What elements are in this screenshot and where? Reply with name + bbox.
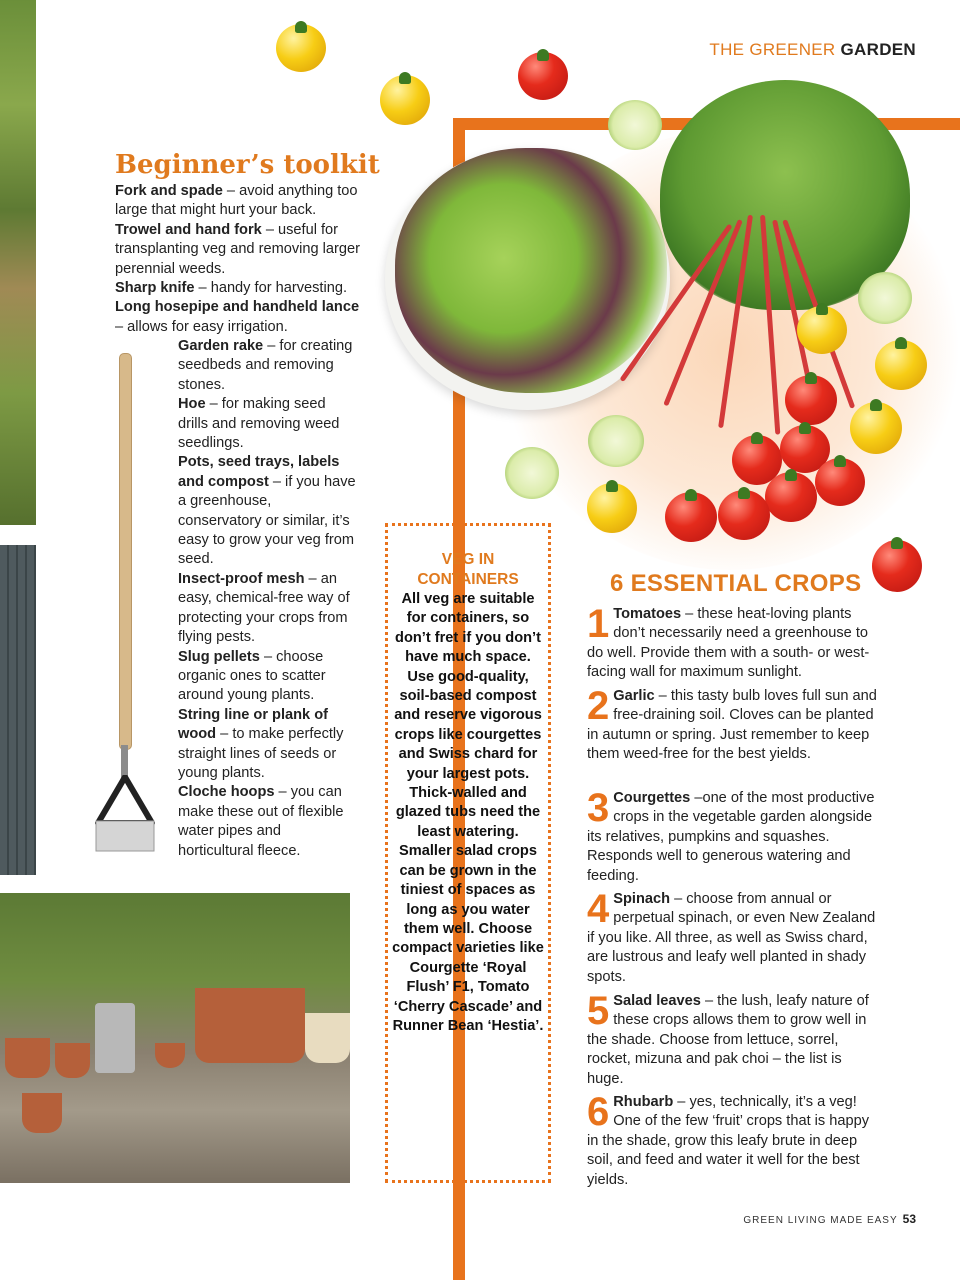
page-number: 53 <box>902 1212 916 1226</box>
red-tomato-image <box>872 540 922 592</box>
crop-item <box>587 1090 877 1190</box>
crop-desc: – these heat-loving plants don’t necessarily need a greenhouse to do well. Provide them with a south- or west-facing wall for maximum sunlight. <box>587 606 870 681</box>
crop-desc: – this tasty bulb loves full sun and free-draining soil. Cloves can be planted in autumn or spring. Just remember to keep them weed-free for the best yields. <box>587 688 877 763</box>
toolkit-item-desc: – for making seed drills and removing weed seedlings. <box>178 396 340 452</box>
crop-number: 2 <box>587 684 610 728</box>
crop-desc: – yes, technically, it’s a veg! One of the few ‘fruit’ crops that is happy in the shade, grow this leafy brute in deep soil, and feed and water it well for the best yields. <box>587 1094 870 1188</box>
crops-heading: 6 ESSENTIAL CROPS <box>610 570 862 597</box>
toolkit-list-narrow <box>178 337 356 861</box>
crop-name: Garlic <box>613 688 655 704</box>
toolkit-item-name: Fork and spade <box>115 183 223 199</box>
toolkit-item-name: Garden rake <box>178 338 264 354</box>
toolkit-item-name: Pots, seed trays, labels and compost <box>178 454 340 490</box>
crop-name: Spinach <box>613 891 671 907</box>
courgette-slice-image <box>858 272 912 324</box>
toolkit-heading: Beginner’s toolkit <box>115 150 380 180</box>
yellow-tomato-image <box>587 483 637 533</box>
crop-item <box>587 786 877 886</box>
crop-name: Salad leaves <box>613 993 701 1009</box>
crop-item <box>587 602 877 683</box>
crop-item <box>587 989 877 1089</box>
crop-number: 5 <box>587 989 610 1033</box>
page-footer <box>743 1212 916 1226</box>
red-tomato-image <box>815 458 865 506</box>
toolkit-list-wide <box>115 182 360 337</box>
yellow-tomato-image <box>380 75 430 125</box>
patio-pots-photo <box>0 893 350 1183</box>
toolkit-item-name: Long hosepipe and handheld lance <box>115 299 360 316</box>
toolkit-item-name: Slug pellets <box>178 648 260 665</box>
toolkit-item-name: Hoe <box>178 396 206 413</box>
crop-desc: – choose from annual or perpetual spinach, or even New Zealand if you like. All three, as well as Swiss chard, are lustrous and leafy well planted in shady spots. <box>587 891 876 985</box>
red-tomato-image <box>765 472 817 522</box>
red-tomato-image <box>718 490 770 540</box>
toolkit-item-name: Trowel and hand fork <box>115 221 262 238</box>
courgette-slice-image <box>588 415 644 467</box>
yellow-tomato-image <box>797 306 847 354</box>
yellow-tomato-image <box>276 24 326 72</box>
crop-number: 3 <box>587 786 610 830</box>
red-tomato-image <box>785 375 837 425</box>
crop-number: 1 <box>587 602 610 646</box>
crop-desc: –one of the most productive crops in the vegetable garden alongside its relatives, pumpkins and squashes. Responds well to generous watering and feeding. <box>587 790 875 884</box>
toolkit-item-name: Insect-proof mesh <box>178 570 305 587</box>
toolkit-item-desc: – handy for harvesting. <box>194 280 347 297</box>
toolkit-item-name: String line or plank of wood <box>178 706 328 743</box>
veg-containers-body: All veg are suitable for containers, so don’t fret if you don’t have much space. Use good-quality, soil-based compost and reserve vigorous crops like courgettes and Swiss chard for your largest pots. Thick-walled and glazed tubs need the least watering. Smaller salad crops can be grown in the tiniest of spaces as long as you water them well. Choose compact varieties like Courgette ‘Royal Flush’ F1, Tomato ‘Cherry Cascade’ and Runner Bean ‘Hestia’. <box>392 591 544 1034</box>
toolkit-item-desc: – for creating seedbeds and removing stones. <box>178 338 353 393</box>
yellow-tomato-image <box>875 340 927 390</box>
garden-photo-strip <box>0 0 36 525</box>
crop-name: Rhubarb <box>613 1094 674 1110</box>
fence-photo-strip <box>0 545 36 875</box>
running-head-title: GARDEN <box>840 40 916 59</box>
courgette-slice-image <box>608 100 662 150</box>
crop-name: Tomatoes <box>613 606 682 622</box>
red-tomato-image <box>518 52 568 100</box>
veg-containers-heading-line1: VEG IN <box>441 551 495 568</box>
running-head <box>709 40 916 60</box>
toolkit-item-desc: – to make perfectly straight lines of seeds or young plants. <box>178 726 344 781</box>
crop-name: Courgettes <box>613 790 691 806</box>
toolkit-item-desc: – choose organic ones to scatter around young plants. <box>178 648 326 704</box>
toolkit-item-name: Cloche hoops <box>178 784 275 801</box>
salad-leaves-image <box>395 148 667 393</box>
running-head-section: THE GREENER <box>709 40 836 59</box>
toolkit-item-desc: – you can make these out of flexible water pipes and horticultural fleece. <box>178 784 344 859</box>
crop-number: 6 <box>587 1090 610 1134</box>
toolkit-item-desc: – allows for easy irrigation. <box>115 318 288 335</box>
crop-item <box>587 887 877 987</box>
veg-containers-heading <box>388 550 548 589</box>
toolkit-item-desc: – an easy, chemical-free way of protecting your crops from flying pests. <box>178 570 350 646</box>
red-tomato-image <box>665 492 717 542</box>
crop-number: 4 <box>587 887 610 931</box>
magazine-name: GREEN LIVING MADE EASY <box>743 1215 898 1226</box>
courgette-slice-image <box>505 447 559 499</box>
veg-containers-heading-line2: CONTAINERS <box>417 570 519 588</box>
toolkit-item-name: Sharp knife <box>115 280 195 297</box>
crop-item <box>587 684 877 765</box>
toolkit-item-desc: – useful for transplanting veg and removing larger perennial weeds. <box>115 221 360 277</box>
crop-desc: – the lush, leafy nature of these crops allows them to grow well in the shade. Choose from lettuce, sorrel, rocket, mizuna and pak choi – the list is huge. <box>587 993 869 1087</box>
hoe-blade-image <box>92 775 158 855</box>
toolkit-item-desc: – if you have a greenhouse, conservatory or similar, it’s easy to grow your veg from seed. <box>178 473 356 568</box>
yellow-tomato-image <box>850 402 902 454</box>
toolkit-item-desc: – avoid anything too large that might hurt your back. <box>115 183 358 219</box>
hoe-handle-image <box>119 353 132 750</box>
